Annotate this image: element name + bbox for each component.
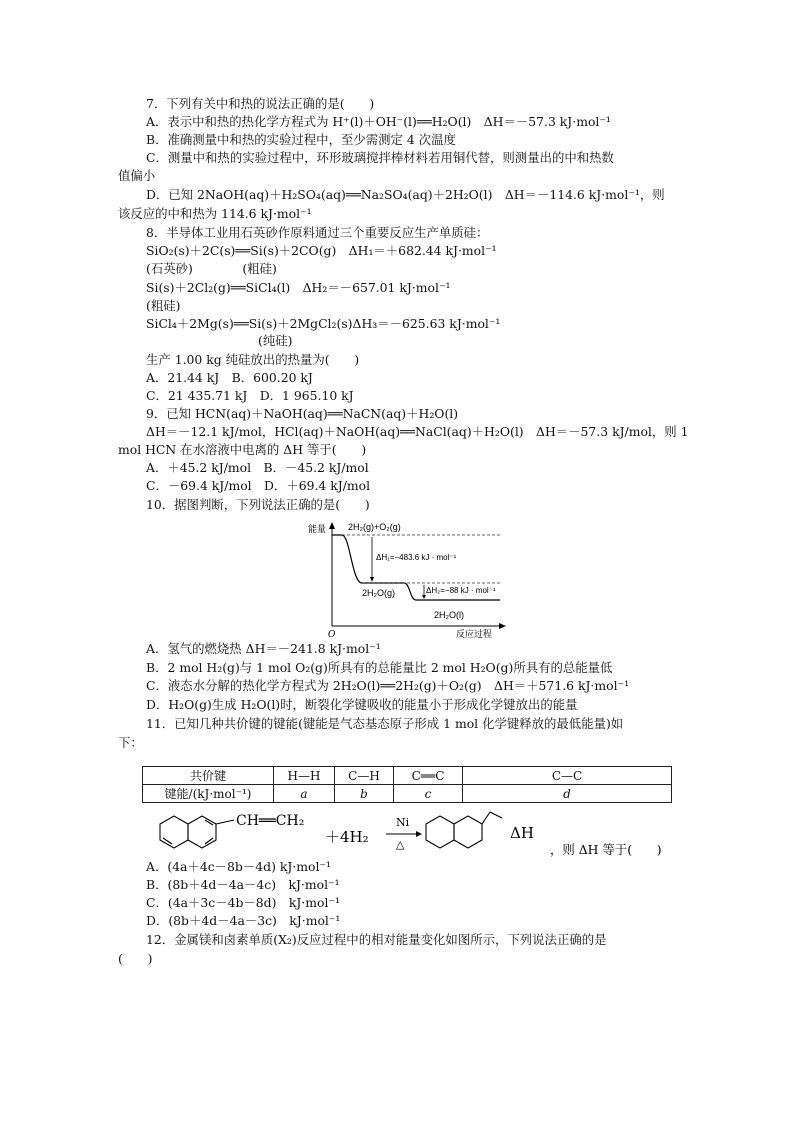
table-cell: d [463, 785, 672, 803]
plus-h2: ＋4H₂ [325, 828, 369, 846]
x-axis-label: 反应过程 [456, 629, 493, 639]
q9-options-ab: A．＋45.2 kJ/mol B．－45.2 kJ/mol [146, 460, 369, 475]
q10-option-d: D．H₂O(g)生成 H₂O(l)时，断裂化学键吸收的能量小于形成化学键放出的能量 [146, 697, 578, 712]
q7-option-b: B．准确测量中和热的实验过程中，至少需测定 4 次温度 [146, 132, 456, 147]
q11-option-c: C．(4a＋3c－4b－8d) kJ·mol⁻¹ [146, 895, 340, 910]
q10-stem: 10．据图判断，下列说法正确的是( ) [146, 497, 370, 512]
x-axis-arrow [499, 623, 506, 629]
q10-option-c: C．液态水分解的热化学方程式为 2H₂O(l)══2H₂(g)＋O₂(g) ΔH＝＋571.6 kJ·mol⁻¹ [146, 678, 630, 693]
table-cell: C—C [463, 767, 672, 785]
heat-label: △ [396, 838, 405, 851]
q11-option-b: B．(8b＋4d－4a－4c) kJ·mol⁻¹ [146, 877, 340, 892]
origin-label: O [328, 630, 336, 640]
q7-option-c-cont: 值偏小 [118, 168, 156, 183]
table-row [143, 785, 672, 803]
table-cell: c [394, 785, 463, 803]
y-axis-arrow [329, 522, 335, 529]
table-cell: C—H [335, 767, 394, 785]
delta-h: ΔH [510, 824, 534, 842]
top-level-label: 2H₂(g)+O₂(g) [348, 522, 401, 532]
q8-options-ab: A．21.44 kJ B．600.20 kJ [146, 370, 313, 385]
table-cell: 键能/(kJ·mol⁻¹) [143, 785, 274, 803]
q8-stem: 8．半导体工业用石英砂作原料通过三个重要反应生产单质硅： [146, 225, 489, 240]
product-structure [426, 812, 502, 848]
q7-stem: 7．下列有关中和热的说法正确的是( ) [146, 96, 375, 111]
q9-stem: 9．已知 HCN(aq)＋NaOH(aq)══NaCN(aq)＋H₂O(l) [146, 406, 459, 421]
hydrogenation-reaction [150, 808, 680, 858]
q11-option-d: D．(8b＋4d－4a－3c) kJ·mol⁻¹ [146, 913, 341, 928]
q8-options-cd: C．21 435.71 kJ D．1 965.10 kJ [146, 388, 354, 403]
table-cell: b [335, 785, 394, 803]
q12-stem: 12．金属镁和卤素单质(X₂)反应过程中的相对能量变化如图所示，下列说法正确的是 [146, 932, 607, 947]
q11-option-a: A．(4a＋4c－8b－4d) kJ·mol⁻¹ [146, 859, 331, 874]
q7-option-c: C．测量中和热的实验过程中，环形玻璃搅拌棒材料若用铜代替，则测量出的中和热数 [146, 150, 614, 165]
mid-level-label: 2H₂O(g) [362, 588, 395, 598]
y-axis-label: 能量 [308, 524, 327, 534]
q8-reaction-3-note: (纯硅) [258, 333, 293, 348]
q8-reaction-1: SiO₂(s)＋2C(s)══Si(s)＋2CO(g) ΔH₁＝＋682.44 kJ·mol⁻¹ [146, 243, 497, 258]
q7-option-d: D．已知 2NaOH(aq)＋H₂SO₄(aq)══Na₂SO₄(aq)＋2H₂O(l) ΔH＝－114.6 kJ·mol⁻¹，则 [146, 187, 665, 202]
table-cell: C══C [394, 767, 463, 785]
table-row [143, 767, 672, 785]
q11-ask: ，则 ΔH 等于( ) [550, 842, 662, 857]
energy-diagram [300, 518, 510, 640]
bond-energy-table [142, 766, 672, 803]
q9-options-cd: C．－69.4 kJ/mol D．＋69.4 kJ/mol [146, 478, 371, 493]
q8-reaction-1-note: (石英砂) (粗硅) [146, 261, 277, 276]
vinyl-group: CH══CH₂ [236, 813, 305, 829]
q11-stem: 11．已知几种共价键的键能(键能是气态基态原子形成 1 mol 化学键释放的最低能量)如 [146, 716, 624, 731]
catalyst-label: Ni [396, 816, 410, 829]
bottom-level-label: 2H₂O(l) [434, 610, 464, 620]
dh2-label: ΔH₂=−88 kJ · mol⁻¹ [426, 586, 496, 595]
q7-option-d-cont: 该反应的中和热为 114.6 kJ·mol⁻¹ [118, 206, 312, 221]
table-cell: 共价键 [143, 767, 274, 785]
q8-reaction-3: SiCl₄＋2Mg(s)══Si(s)＋2MgCl₂(s)ΔH₃＝－625.63 kJ·mol⁻¹ [146, 316, 501, 331]
q8-reaction-2: Si(s)＋2Cl₂(g)══SiCl₄(l) ΔH₂＝－657.01 kJ·mol⁻¹ [146, 280, 451, 295]
q11-stem-cont: 下： [118, 735, 143, 750]
q10-option-a: A．氢气的燃烧热 ΔH＝－241.8 kJ·mol⁻¹ [146, 641, 381, 656]
q9-line-3: mol HCN 在水溶液中电离的 ΔH 等于( ) [118, 442, 367, 457]
reactant-structure [160, 816, 234, 848]
q8-reaction-2-note: (粗硅) [146, 298, 181, 313]
table-cell: H—H [274, 767, 335, 785]
q10-option-b: B．2 mol H₂(g)与 1 mol O₂(g)所具有的总能量比 2 mol H₂O(g)所具有的总能量低 [146, 660, 613, 675]
dh1-label: ΔH₁=−483.6 kJ · mol⁻¹ [376, 553, 457, 562]
q12-stem-cont: ( ) [118, 951, 153, 966]
q8-question: 生产 1.00 kg 纯硅放出的热量为( ) [146, 352, 360, 367]
q7-option-a: A．表示中和热的热化学方程式为 H⁺(l)＋OH⁻(l)══H₂O(l) ΔH＝－57.3 kJ·mol⁻¹ [146, 114, 611, 129]
q9-line-2: ΔH＝－12.1 kJ/mol，HCl(aq)＋NaOH(aq)══NaCl(aq)＋H₂O(l) ΔH＝－57.3 kJ/mol，则 1 [146, 424, 689, 439]
table-cell: a [274, 785, 335, 803]
